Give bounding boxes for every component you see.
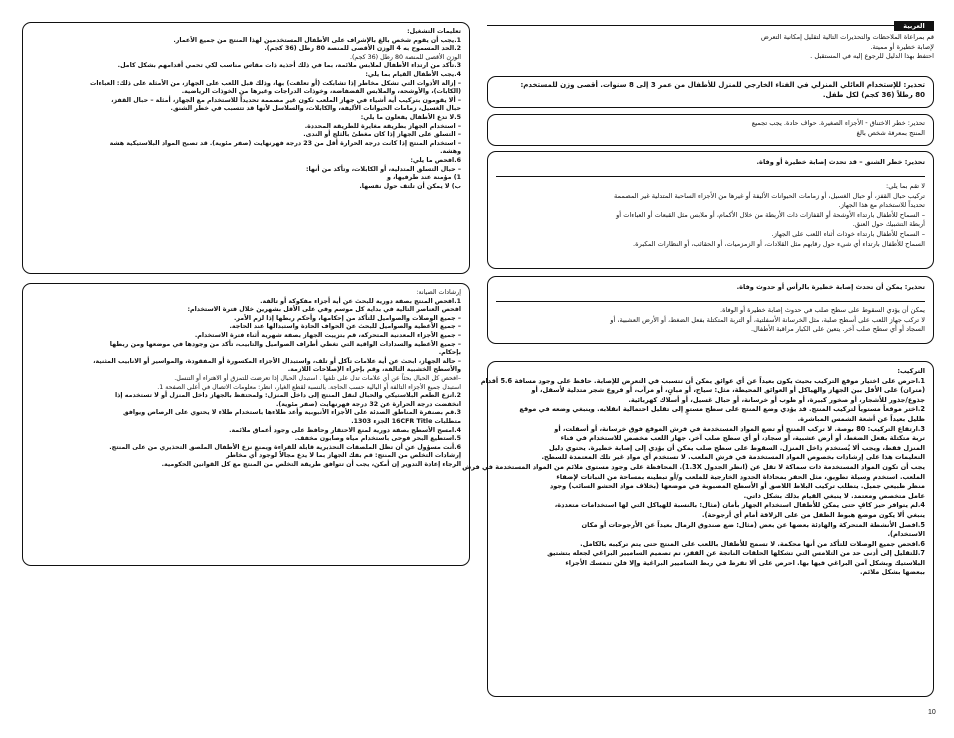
installation-line: الاستخدام). xyxy=(887,530,925,539)
maintenance-line: 5.استطيع البحر فوحى باستخدام مياه وصابون مخفف. xyxy=(294,435,461,443)
warning-line: السماح للأطفال بارتداء أي شيء حول رقابهم مثل القلادات، أو الزمزميات، أو الحقائب، أو النظارات المكبرة. xyxy=(633,239,925,248)
warning-line: تحذير: خطر الاختناق - الأجزاء الصغيرة. حواف حادة. يجب تجميع xyxy=(751,119,925,127)
warning-line: السجاد أو أي سطح صلب آخر. يتعين على الكبار مراقبة الأطفال. xyxy=(750,325,925,334)
maintenance-line: – جميع الأغطية والسدادات الواقية التي تغطي أطراف الصواميل والتابيب، تأكد من وجودها في موضعها ومن ربطها xyxy=(109,340,461,348)
operating-line: الوزن الأقصى للمنصة 80 رطل (36 كجم). xyxy=(349,53,461,61)
installation-line: تربة متكتلة بفعل الضغط، أو أرض عشبية، أو سجاد، أو أي سطح صلب آخر. جهاز اللعب مخصص للاستخدام في فناء xyxy=(560,434,925,443)
installation-line: عامل متخصص ومعتمد. لا ينبغي القيام بذلك بشكل ذاتي. xyxy=(743,491,925,500)
maintenance-line: بإحكام. xyxy=(438,349,461,357)
installation-line: 7.للتقليل إلى أدنى حد من التلامس التي تشكلها الحلقات الناتجة عن القفز، تم تصميم الساميير البراغي لجعله بتشتيق xyxy=(547,549,925,558)
operating-line: 5.لا تدع الأطفال يفعلون ما يلي: xyxy=(360,113,461,121)
installation-line: يجب أن تكون المواد المستخدمة ذات سماكة لا تقل عن (انظر الجدول 1.3X). المحافظة على وجود مستوى ملائم من المواد المستخدمة في فرش xyxy=(462,462,925,471)
warning-line: لا تقم بما يلي: xyxy=(886,182,925,190)
installation-line: 5.افصل الأنشطة المتحركة والهادئة بعضها عن بعض (مثال: ضع صندوق الرمال بعيداً عن الأرجوحات أو مكان xyxy=(581,520,925,529)
installation-line: 3.ارتفاع التركيب: 80 بوصة. لا تركب المنتج أو تضع المواد المستخدمة في فرش الموقع فوق خرسانة، أو أسفلت، أو xyxy=(554,424,925,433)
warning-line: يمكن أن يؤدي السقوط على سطح صلب في حدوث إصابة خطيرة أو الوفاة. xyxy=(719,306,925,314)
installation-line: منظر طبيعي جميل. يتطلب تركيب البلاط اللاصق أو الأسطح المصبوبة في موضعها (بخلاف مواد الحشو السائب) وجود xyxy=(549,482,925,491)
intro-text xyxy=(487,33,934,62)
operating-line: 2.الحد المسموح به 4 الوزن الأقصى للمنصة 80 رطل (36 كجم). xyxy=(264,45,461,53)
warning-line: – السماح للأطفال بارتداء الأوشحة أو القفازات ذات الأربطة من خلال الأكمام، أو ملابس مثل القبعات أو العباءات أو xyxy=(616,210,925,219)
maintenance-line: –افحص كل الحبال بحثاً عن أي علامات تدل على تلفها . استبدل الحبال إذا تعرضت للتمزق أو الاهتراء أو التنسل. xyxy=(174,374,461,382)
operating-line: – التسلق على الجهاز إذا كان مغطىً بالثلج أو الندى. xyxy=(303,131,461,139)
installation-line: 2.اختر موقعاً مستوياً لتركيب المنتج. قد يؤدي وضع المنتج على سطح مستوٍ إلى تقليل احتمالية انقلابه. وينبغي وضعه في موقع xyxy=(519,405,925,414)
maintenance-line: 3.قم بصنفرة المناطق الصدئة على الأجزاء الأنبوبية وأعد طلاءها باستخدام طلاء لا يحتوي على الرصاص ويوافق xyxy=(123,409,461,417)
operating-line: – إزالة الأدوات التي تشكل مخاطر إذا تشابكت (أو تعلقت) بها، وذلك قبل اللعب على الجهاز، من الأمثلة على ذلك: العباءات xyxy=(90,79,461,87)
language-badge: العربية xyxy=(894,21,934,31)
installation-line: ظليل بعيداً عن أشعة الشمس المباشرة. xyxy=(797,414,925,423)
operating-line: 1.يجب أن يقوم شخص بالغ بالإشراف على الأطفال المستخدمين لهذا المنتج من جميع الأعمار. xyxy=(173,36,461,44)
intro-line: احتفظ بهذا الدليل للرجوع إليه في المستقبل . xyxy=(810,52,934,61)
intro-line: لإصابة خطيرة أو مميتة. xyxy=(870,42,934,51)
maintenance-title: إرشادات الصيانة: xyxy=(416,289,461,296)
divider xyxy=(496,176,925,177)
operating-line: 6.افحص ما يلي: xyxy=(410,156,461,164)
operating-line: ب) لا يمكن أن تلتف حول نفسها. xyxy=(359,182,461,190)
maintenance-line: متطلبات 16CFR Title الجزء 1303. xyxy=(351,417,461,425)
maintenance-line: استبدل جميع الأجزاء التالفة أو البالية حسب الحاجة. بالنسبة لقطع الغيار، انظر: معلومات الاتصال في أعلى الصفحة 1. xyxy=(157,383,461,391)
maintenance-line: انخفضت درجة الحرارة عن 32 درجة فهرنهايت (صفر مئوية). xyxy=(275,400,461,408)
warning-box-head-injury xyxy=(487,276,934,344)
section-rule xyxy=(487,25,934,26)
maintenance-line: والأسطح الخشبية التالفة، وقم بإجراء الإصلاحات اللازمة. xyxy=(287,366,461,374)
warning-title: تحذير: خطر الشنق – قد تحدث إصابة خطيرة أو وفاة. xyxy=(756,158,925,166)
installation-line: البلاستيك وبشكل آمن البراغي فيها بها. احرص على ألا تفرط في ربط الساميير البراغية وإلا فلن تتمسك الأجزاء xyxy=(565,558,925,567)
maintenance-line: – جميع الوصلات والصواميل للتأكد من إحكامها، وأحكم ربطها إذا لزم الأمر. xyxy=(233,314,461,322)
maintenance-line: افحص العناصر التالية في بداية كل موسم وفي على الأقل بشهرين خلال فترة الاستخدام: xyxy=(187,306,461,314)
warning-line: تركيب حبال القفز، أو حبال الغسيل، أو زمامات الحيوانات الأليفة أو غيرها من الأجزاء الساحبة المتدلية غير المصممة xyxy=(613,191,925,200)
maintenance-line: إرشادات التخلص من المنتج: قم بفك الجهاز بما لا يدع مجالاً لوجود أي مخاطر xyxy=(226,452,461,460)
warning-title: تحذير: يمكن أن تحدث إصابة خطيرة بالرأس أو حدوث وفاة. xyxy=(736,283,925,291)
operating-line: – ألا يقومون بتركيب أية أشياء في جهاز الملعب تكون غير مصممة تحديداً للاستخدام مع الجهاز، أمثلة – حبال القفز، xyxy=(111,96,461,104)
warning-line: المنتج بمعرفة شخص بالغ xyxy=(856,128,925,137)
maintenance-line: الرجاء إعادة التدوير إن أمكن، يجب أن تتوافق طريقة التخلص من المنتج مع كل القوانين الحكومية. xyxy=(161,460,461,468)
intro-line: قم بمراعاة الملاحظات والتحذيرات التالية لتقليل إمكانية التعرض xyxy=(760,33,934,41)
maintenance-line: 6.أنت مسؤول عن أن تظل الملصقات التحذيرية قابلة للقراءة ويمنع نزع الأطفال الملصق التحذيري من على المنتج. xyxy=(109,443,461,451)
maintenance-line: 1.افحص المنتج بصفة دورية للبحث عن أية أجزاء مفكوكة أو تالفة. xyxy=(260,297,461,305)
installation-line: 6.افحص جميع الوصلات للتأكد من أنها محكمة. لا تسمح للأطفال باللعب على المنتج حتى يتم تركيبه بالكامل. xyxy=(580,539,925,548)
installation-title: التركيب: xyxy=(897,367,925,375)
warning-line: تحذير: للإستخدام العائلي المنزلي في الفناء الخارجي للمنزل للأطفال من عمر 3 إلى 8 سنوات. أقصى وزن للمستخدم: xyxy=(520,81,925,89)
maintenance-line: 4.امسح الأسطح بصفة دورية لمنع الاحتقار وحافظ على وجود أعماق ملائمة. xyxy=(229,426,461,434)
warning-line: أربطة التشبيك حول العنق. xyxy=(852,220,925,229)
operating-line: – استخدام الجهاز بطريقة مغايرة للطريقة المحددة. xyxy=(304,122,461,130)
installation-box xyxy=(462,361,934,697)
installation-line: 1.احرص على اختيار موقع التركيب بحيث يكون بعيداً عن أي عوائق يمكن أن تتسبب في التعرض للإصابة. حافظ على وجود مسافة 5.6 أقدام xyxy=(480,376,925,385)
installation-line: 4.لم يتوافر حيز كافٍ حتى يمكن للأطفال استخدام الجهاز بأمان (مثال: بالنسبة للهياكل التي لها استخدامات متعددة، xyxy=(554,501,925,510)
operating-line: (الكابات)، والأوشحة، والملابس الفضفاضة، وخوذات الدراجات وغيرها من الخوذات الرياضية. xyxy=(181,88,461,96)
installation-line: المنزل فقط، ويجب ألا يُستخدم داخل المنزل. السقوط على سطح صلب يمكن أن يؤدي إلى إصابة خطيرة. يحتوي دليل xyxy=(548,443,925,452)
warning-line: 80 رطلاً (36 كجم) لكل طفل. xyxy=(822,90,925,99)
installation-line: التعليمات هذا على إرشادات بخصوص المواد المستخدمة في فرش الملعب. لا تستخدم أي مواد غير تلك المعتمدة للسطح. xyxy=(541,453,925,462)
installation-line: جذوع/جذور للأشجار، أو صخور كبيرة، أو طوب أو خرسانة، أو حبال غسيل، أو أسلاك كهربائية. xyxy=(628,395,925,404)
operating-instructions-box xyxy=(22,22,470,274)
warning-box-choking xyxy=(487,114,934,146)
warning-line: لا تركب جهاز اللعب على أسطح صلبة، مثل الخرسانة الأسفلتية، أو التربة المتكتلة بفعل الضغط، أو الأرض العشبية، أو xyxy=(610,315,925,324)
warning-line: – السماح للأطفال بارتداء خوذات أثناء اللعب على الجهاز. xyxy=(771,229,925,238)
maintenance-line: – جميع الأجزاء المعدنية المتحركة، قم بتزييت الجهاز بصفة شهرية أثناء فترة الاستخدام. xyxy=(194,331,461,339)
warning-line: تحديداً للاستخدام مع هذا الجهاز. xyxy=(838,201,925,210)
maintenance-line: – حالة الجهاز، ابحث عن أية علامات تآكل أو تلف، واستبدال الأجزاء المكسورة أو المفقودة، والمواسير أو الانابيب المثنية، xyxy=(93,357,461,365)
installation-line: الملعب. استخدم وسيلة تطويق، مثل الحفر بمحاذاة الحدود الخارجية للملعب و/أو تبطينه بمساحة من النباتات لإضفاء xyxy=(556,472,925,481)
page-number: 10 xyxy=(928,709,936,716)
operating-line: 4.يجب الأطفال القيام بما يلي: xyxy=(365,70,461,78)
operating-line: 3.تأكد من ارتداء الأطفال لملابس ملائمة، بما في ذلك أحذية ذات مقاس مناسب لكي تحمي أقدامهم بشكل كامل. xyxy=(117,62,461,70)
maintenance-line: – جميع الأغطية والصواميل للبحث عن الحواف الحادة واستبدالها عند الحاجة. xyxy=(229,323,461,331)
operating-line: – حبال التسلق المتدلية، أو الكابلات، وتأكد من أنها: xyxy=(305,165,461,173)
maintenance-instructions-box xyxy=(22,283,470,566)
operating-line: 1) مؤمنة عند طرفيها، و xyxy=(386,174,461,182)
operating-title: تعليمات التشغيل: xyxy=(407,28,461,35)
warning-box-age-weight xyxy=(487,76,934,108)
warning-box-strangulation xyxy=(487,151,934,269)
maintenance-line: 2.انزع الطعم البلاستيكي والحبال لنقل المنتج إلى داخل المنزل: ولمحتفظ بالجهاز داخل المنزل أو لا تستخدمه إذا xyxy=(115,392,461,400)
operating-line: وهشة. xyxy=(440,148,461,156)
installation-line: ينبغي ألا يكون موضع هبوط الطفل من على الزلاقة أمام أي أرجوحة). xyxy=(702,510,925,519)
divider xyxy=(496,301,925,302)
installation-line: (متران) على الأقل بين الجهاز والهياكل أو العوائق المحيطة، مثل: سياج، أو مبانٍ، أو مرآب، أو فروع شجر متدلية لأسفل، أو xyxy=(531,386,925,395)
operating-line: حبال الغسيل، زمامات الحيوانات الأليفة، والكابلات، والسلاسل لأنها قد تتسبب في خطر الشنق. xyxy=(170,105,461,113)
installation-line: ببعضها بشكل ملائم. xyxy=(860,568,925,577)
operating-line: – استخدام المنتج إذا كانت درجة الحرارة أقل من 23 درجة فهرنهايت (صفر مئوية). قد تصبح المواد البلاستيكية هشة xyxy=(109,139,461,147)
